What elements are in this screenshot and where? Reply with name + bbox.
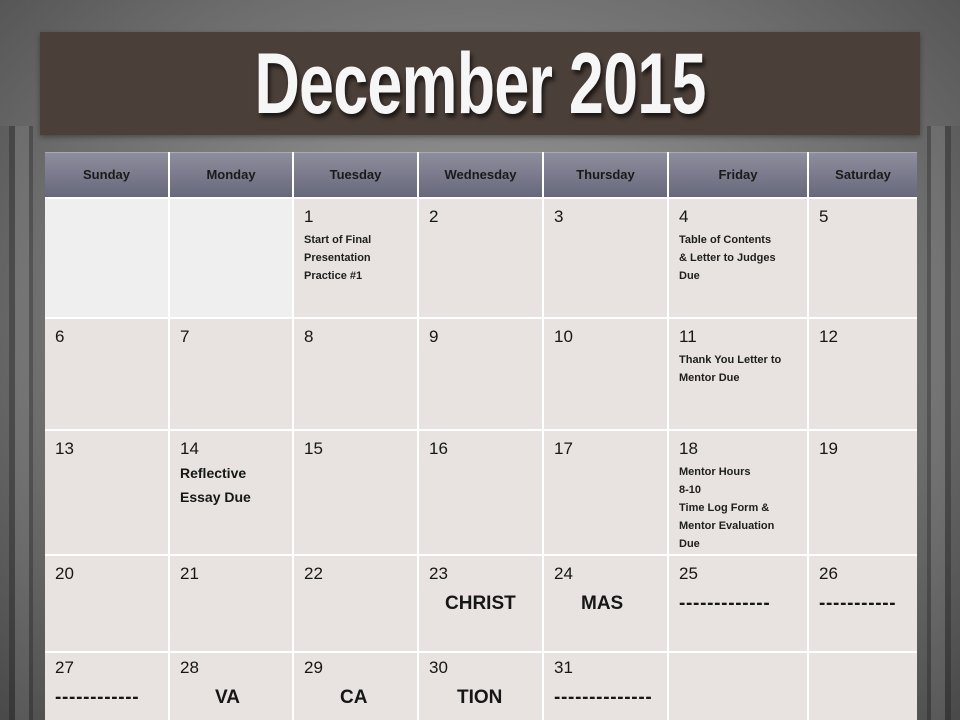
day-cell bbox=[544, 556, 667, 651]
event-note: Reflective Essay Due bbox=[180, 465, 251, 505]
winter-break-label: CA bbox=[340, 687, 368, 708]
day-cell bbox=[669, 199, 807, 317]
winter-break-dashes: ----------- bbox=[819, 593, 897, 614]
day-cell bbox=[170, 431, 292, 554]
day-cell bbox=[294, 556, 417, 651]
day-cell bbox=[544, 199, 667, 317]
background-pillar-right bbox=[916, 126, 960, 720]
day-number: 13 bbox=[55, 439, 74, 458]
weekday-header-friday: Friday bbox=[669, 152, 807, 197]
day-number: 16 bbox=[429, 439, 448, 458]
event-note: Start of Final Presentation Practice #1 bbox=[304, 234, 372, 282]
weekday-header-saturday: Saturday bbox=[809, 152, 917, 197]
day-number: 21 bbox=[180, 564, 199, 583]
day-cell bbox=[45, 556, 168, 651]
day-number: 14 bbox=[180, 439, 199, 458]
day-cell bbox=[669, 319, 807, 429]
day-number: 11 bbox=[679, 327, 697, 346]
day-cell bbox=[170, 319, 292, 429]
weekday-header-monday: Monday bbox=[170, 152, 292, 197]
calendar-title: December 2015 bbox=[254, 35, 706, 132]
day-number: 18 bbox=[679, 439, 698, 458]
winter-break-label: TION bbox=[457, 687, 503, 708]
calendar-grid bbox=[45, 152, 917, 720]
event-note: Table of Contents & Letter to Judges Due bbox=[679, 234, 776, 282]
day-number: 19 bbox=[819, 439, 838, 458]
day-number: 9 bbox=[429, 327, 439, 346]
day-number: 28 bbox=[180, 658, 199, 677]
day-cell bbox=[544, 653, 667, 720]
empty-day-cell bbox=[809, 653, 917, 720]
day-number: 4 bbox=[679, 207, 689, 226]
day-number: 30 bbox=[429, 658, 448, 677]
day-cell bbox=[45, 431, 168, 554]
winter-break-dashes: -------------- bbox=[554, 687, 653, 708]
day-cell bbox=[419, 653, 542, 720]
day-number: 6 bbox=[55, 327, 65, 346]
winter-break-label: VA bbox=[215, 687, 240, 708]
day-number: 29 bbox=[304, 658, 323, 677]
day-number: 12 bbox=[819, 327, 838, 346]
day-number: 3 bbox=[554, 207, 564, 226]
empty-day-cell bbox=[669, 653, 807, 720]
day-cell bbox=[294, 319, 417, 429]
day-number: 24 bbox=[554, 564, 573, 583]
day-number: 2 bbox=[429, 207, 439, 226]
day-number: 17 bbox=[554, 439, 573, 458]
day-number: 25 bbox=[679, 564, 698, 583]
event-note: Mentor Hours 8-10 Time Log Form & Mentor Evaluation Due bbox=[679, 466, 775, 550]
day-number: 23 bbox=[429, 564, 448, 583]
weekday-header-sunday: Sunday bbox=[45, 152, 168, 197]
winter-break-label: MAS bbox=[581, 593, 624, 614]
day-cell bbox=[419, 431, 542, 554]
day-cell bbox=[544, 319, 667, 429]
day-cell bbox=[544, 431, 667, 554]
weekday-header-wednesday: Wednesday bbox=[419, 152, 542, 197]
day-number: 5 bbox=[819, 207, 829, 226]
day-cell bbox=[294, 431, 417, 554]
day-cell bbox=[45, 319, 168, 429]
winter-break-label: CHRIST bbox=[445, 593, 516, 614]
weekday-header-tuesday: Tuesday bbox=[294, 152, 417, 197]
title-banner bbox=[40, 32, 920, 135]
weekday-header-thursday: Thursday bbox=[544, 152, 667, 197]
day-number: 1 bbox=[304, 207, 314, 226]
day-cell bbox=[669, 556, 807, 651]
day-number: 27 bbox=[55, 658, 74, 677]
day-number: 15 bbox=[304, 439, 323, 458]
winter-break-dashes: ------------ bbox=[55, 687, 140, 708]
day-number: 10 bbox=[554, 327, 573, 346]
empty-day-cell bbox=[170, 199, 292, 317]
day-number: 26 bbox=[819, 564, 838, 583]
day-cell bbox=[419, 199, 542, 317]
day-cell bbox=[170, 556, 292, 651]
day-cell bbox=[809, 319, 917, 429]
day-cell bbox=[170, 653, 292, 720]
day-cell bbox=[294, 653, 417, 720]
day-cell bbox=[809, 431, 917, 554]
day-number: 7 bbox=[180, 327, 190, 346]
day-cell bbox=[294, 199, 417, 317]
day-number: 20 bbox=[55, 564, 74, 583]
winter-break-dashes: ------------- bbox=[679, 593, 771, 614]
day-number: 22 bbox=[304, 564, 323, 583]
day-number: 31 bbox=[554, 658, 573, 677]
day-cell bbox=[419, 319, 542, 429]
day-number: 8 bbox=[304, 327, 314, 346]
day-cell bbox=[45, 653, 168, 720]
day-cell bbox=[809, 556, 917, 651]
day-cell bbox=[669, 431, 807, 554]
day-cell bbox=[809, 199, 917, 317]
empty-day-cell bbox=[45, 199, 168, 317]
day-cell bbox=[419, 556, 542, 651]
event-note: Thank You Letter to Mentor Due bbox=[679, 354, 782, 384]
background-pillar-left bbox=[0, 126, 44, 720]
